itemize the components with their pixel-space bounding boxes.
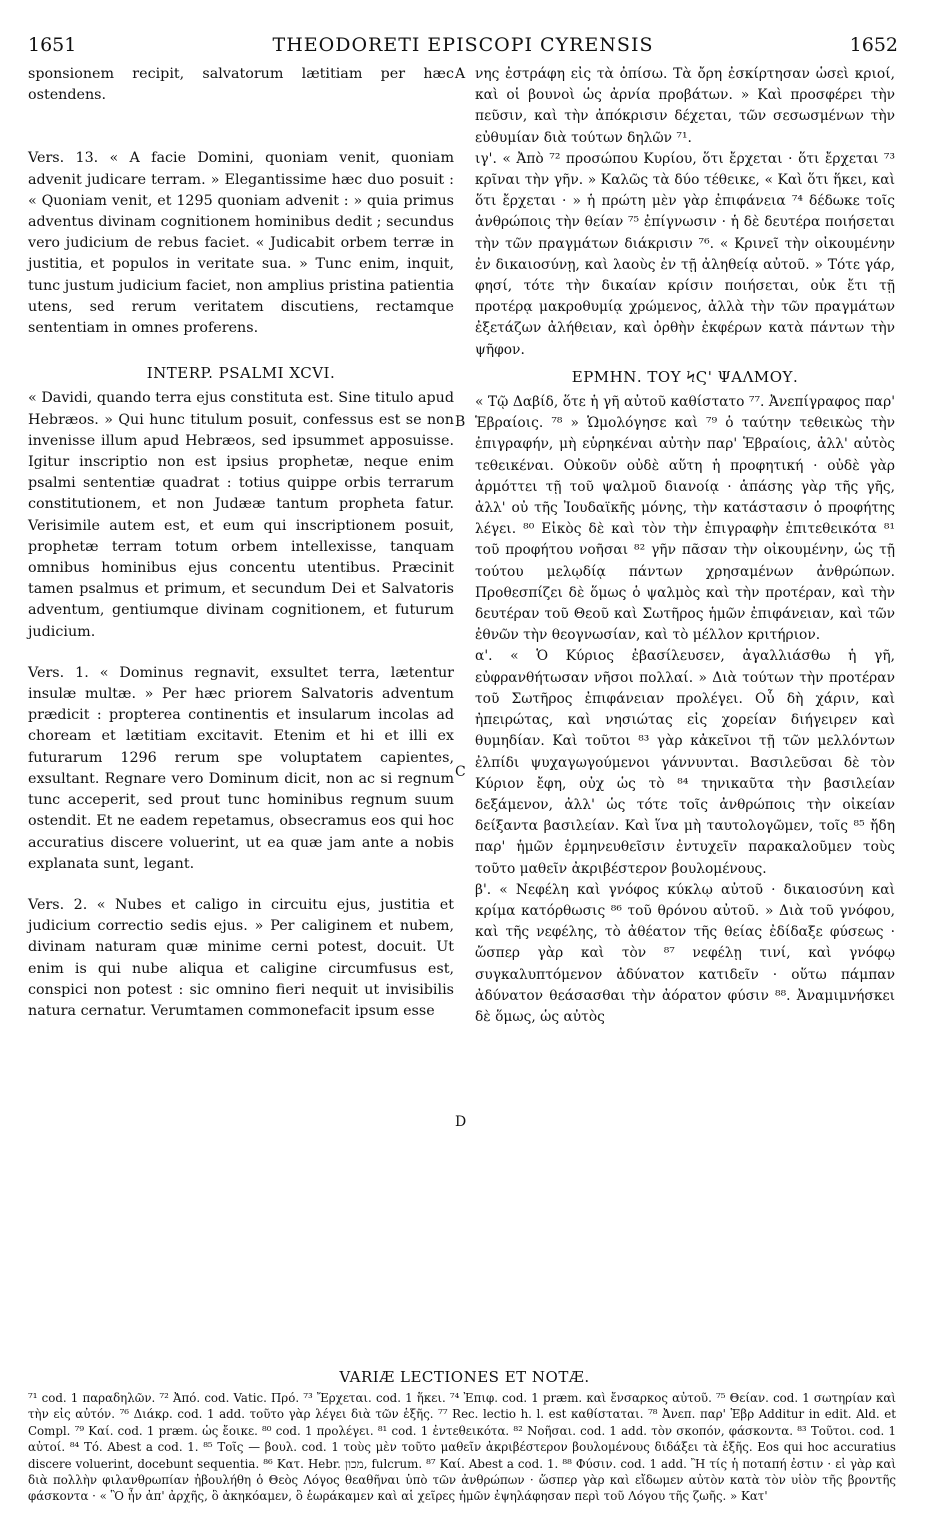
notes-text: ⁷¹ cod. 1 παραδηλῶν. ⁷² Ἀπό. cod. Vatic. Πρό. ⁷³ Ἔρχεται. cod. 1 ἥκει. ⁷⁴ Ἐπιφ. cod. 1 præm. καὶ ἔνσαρκος αὐτοῦ. ⁷⁵ Θείαν. cod. 1 σωτηρίαν καὶ τὴν εἰς αὐτόν. ⁷⁶ Διάκρ. cod. 1 add. τοῦτο γὰρ λέγει διὰ τῶν ἑξῆς. ⁷⁷ Rec. lectio h. l. est καθίσταται. ⁷⁸ Ἀνεπ. παρ' Ἑβρ Additur in edit. Ald. et Compl. ⁷⁹ Καί. cod. 1 præm. ὡς ἔοικε. ⁸⁰ cod. 1 προλέγει. ⁸¹ cod. 1 ἐντεθεικότα. ⁸² Νοῆσαι. cod. 1 add. τὸν σκοπόν, φάσκοντα. ⁸³ Τοῦτοι. cod. 1 αὐτοί. ⁸⁴ Τό. Abest a cod. 1. ⁸⁵ Τοῖς — βουλ. cod. 1 τοὺς μὲν τοῦτο μαθεῖν ἀκριβέστερον βουλομένους διδάξει τὰ ἑξῆς. Eos qui hoc accuratius discere voluerint, docebunt sequentia. ⁸⁶ Κατ. Hebr. מכון, fulcrum. ⁸⁷ Καί. Abest a cod. 1. ⁸⁸ Φύσιν. cod. 1 add. Ἢ τίς ἡ ποταπή ἐστιν · εἰ γὰρ καὶ διὰ πολλὴν φιλανθρωπίαν ἠβουλήθη ὁ Θεὸς Λόγος θεαθῆναι ὑπὸ τῶν ἀνθρώπων · ὥσπερ γὰρ καὶ εἴδωμεν αὐτὸν κατὰ τὸν υἱὸν τῆς βροντῆς φάσκοντα · « Ὃ ἦν ἀπ' ἀρχῆς, ὃ ἀκηκόαμεν, ὃ ἑωράκαμεν καὶ αἱ χεῖρες ἡμῶν ἐψηλάφησαν περὶ τοῦ Λόγου τῆς ζωῆς. » Κατ' xyxy=(28,1391,896,1504)
page-number-left: 1651 xyxy=(28,34,77,56)
greek-heading: ΕΡΜΗΝ. ΤΟΥ ϞϚ' ΨΑΛΜΟΥ. xyxy=(571,367,799,386)
greek-paragraph-4: α'. « Ὁ Κύριος ἐβασίλευσεν, ἀγαλλιάσθω ἡ γῆ, εὐφρανθήτωσαν νῆσοι πολλαί. » Διὰ τούτων τὴν προτέραν τοῦ Σωτῆρος ἐπιφάνειαν προλέγει. Οὗ δὴ χάριν, καὶ ἠπειρώτας, καὶ νησιώτας εἰς χορείαν διήγειρεν καὶ θυμηδίαν. Καὶ τοῦτοι ⁸³ γὰρ κἀκεῖνοι τῇ τῶν μελλόντων ἐλπίδι ψυχαγωγούμενοι γάννυνται. Βασιλεῦσαι δὲ τὸν Κύριον ἔφη, οὐχ ὡς τὸ ⁸⁴ τηνικαῦτα τὴν βασιλείαν δεξάμενον, ἀλλ' ὡς τότε τοῖς ἀνθρώποις τὴν οἰκείαν δείξαντα βασιλείαν. Καὶ ἵνα μὴ ταυτολογῶμεν, τοῖς ⁸⁵ ἤδη παρ' ἡμῶν ἑρμηνευθεῖσιν ἐντυχεῖν παρακαλοῦμεν τοὺς τοῦτο μαθεῖν ἀκριβέστερον βουλομένους. xyxy=(475,648,895,877)
notes-block xyxy=(28,1390,896,1505)
greek-paragraph-5: β'. « Νεφέλη καὶ γνόφος κύκλῳ αὐτοῦ · δικαιοσύνη καὶ κρίμα κατόρθωσις ⁸⁶ τοῦ θρόνου αὐτοῦ. » Διὰ τοῦ γνόφου, καὶ τῆς νεφέλης, τὸ ἀθέατον τῆς θείας ἐδίδαξε φύσεως · ὥσπερ γὰρ καὶ τὸν ⁸⁷ νεφέλῃ τινί, καὶ γνόφῳ συγκαλυπτόμενον ἀδύνατον κατιδεῖν · οὕτω πάμπαν ἀδύνατον θεάσασθαι τὴν ἀόρατον φύσιν ⁸⁸. Ἀναμιμνήσκει δὲ ὅμως, ὡς αὐτὸς xyxy=(475,881,895,1025)
greek-paragraph-2: ιγ'. « Ἀπὸ ⁷² προσώπου Κυρίου, ὅτι ἔρχεται · ὅτι ἔρχεται ⁷³ κρῖναι τὴν γῆν. » Καλῶς τὰ δύο τέθεικε, « Καὶ ὅτι ἥκει, καὶ ὅτι ἔρχεται · » ἡ πρώτη μὲν γὰρ ἐπιφάνεια ⁷⁴ δέδωκε τοῖς ἀνθρώποις τὴν θείαν ⁷⁵ ἐπίγνωσιν · ἡ δὲ δευτέρα ποιήσεται τὴν τῶν πραγμάτων διάκρισιν ⁷⁶. « Κρινεῖ τὴν οἰκουμένην ἐν δικαιοσύνῃ, καὶ λαοὺς ἐν τῇ ἀληθείᾳ αὐτοῦ. » Τότε γάρ, φησί, τότε τὴν δικαίαν κρίσιν ποιήσεται, οὐκ ἔτι τῇ προτέρᾳ μακροθυμίᾳ χρώμενος, ἀλλὰ τὴν τῶν πραγμάτων ἐξετάζων ἀλήθειαν, καὶ ὀρθὴν ἐκφέρων κατὰ πάντων τὴν ψῆφον. xyxy=(475,150,895,358)
margin-marker-d: D xyxy=(455,1114,467,1130)
latin-paragraph-1: sponsionem recipit, salvatorum lætitiam per hæc ostendens. xyxy=(28,66,454,104)
margin-marker-a: A xyxy=(455,66,466,82)
page-header xyxy=(28,34,898,60)
greek-paragraph-3: « Τῷ Δαβίδ, ὅτε ἡ γῆ αὐτοῦ καθίστατο ⁷⁷. Ἀνεπίγραφος παρ' Ἑβραίοις. ⁷⁸ » Ὡμολόγησε καὶ ⁷⁹ ὁ ταύτην τεθεικὼς τὴν ἐπιγραφήν, μὴ εὑρηκέναι αὐτὴν παρ' Ἑβραίοις, ἀλλ' αὐτὸς τεθεικέναι. Οὐκοῦν οὐδὲ αὕτη ἡ προφητική · οὐδὲ γὰρ ἁρμόττει τῇ τοῦ ψαλμοῦ διανοίᾳ · ἁπάσης γὰρ τῆς γῆς, ἀλλ' οὐ τῆς Ἰουδαϊκῆς μόνης, τὴν κατάστασιν ὁ προφήτης λέγει. ⁸⁰ Εἰκὸς δὲ καὶ τὸν τὴν ἐπιγραφὴν ἐπιτεθεικότα ⁸¹ τοῦ προφήτου νοῆσαι ⁸² γῆν πᾶσαν τὴν οἰκουμένην, ὡς τῇ τούτου μελῳδίᾳ πάντων χρησαμένων ἀνθρώπων. Προθεσπίζει δὲ ὅμως ὁ ψαλμὸς καὶ τὴν προτέραν, καὶ τὴν δευτέραν τοῦ Θεοῦ καὶ Σωτῆρος ἡμῶν ἐπιφάνειαν, καὶ τῶν ἐθνῶν τὴν θεογνωσίαν, καὶ τὸ μέλλον κριτήριον. xyxy=(475,394,895,644)
latin-paragraph-5: Vers. 2. « Nubes et caligo in circuitu ejus, justitia et judicium correctio sedis ejus. » Per caliginem et nubem, divinam naturam quæ minime cerni potest, docuit. Ut enim is qui nube aliqua et caligine circumfusus est, conspici non potest : sic omnino fieri nequit ut invisibilis natura cernatur. Verumtamen commonefacit ipsum esse xyxy=(28,896,454,1019)
page-number-right: 1652 xyxy=(849,34,898,56)
latin-paragraph-3: « Davidi, quando terra ejus constituta est. Sine titulo apud Hebræos. » Qui hunc titulum posuit, confessus est se non invenisse illum apud Hebræos, sed ipsummet apposuisse. Igitur inscriptio non est ipsius prophetæ, neque enim psalmi sententiæ quadrat : totius quippe orbis terrarum constitutionem, et non Judææ tantum propheta fatur. Verisimile autem est, et eum qui inscriptionem posuit, prophetæ terram totum orbem intellexisse, tanquam omnibus hominibus ejus concentu utentibus. Præcinit tamen psalmus et primum, et secundum Dei et Salvatoris adventum, gentiumque divinam cognitionem, et futurum judicium. xyxy=(28,390,454,640)
greek-column xyxy=(475,64,895,1028)
latin-paragraph-2: Vers. 13. « A facie Domini, quoniam venit, quoniam advenit judicare terram. » Elegantissime hæc duo posuit : « Quoniam venit, et 1295 quoniam advenit : » quia primus adventus divinam cognitionem hominibus dedit ; secundus vero judicium de rebus faciet. « Judicabit orbem terræ in justitia, et populos in veritate sua. » Tunc enim, inquit, tunc justum judicium faciet, non amplius pristina patientia utens, sed rerum veritatem discutiens, rectamque sententiam in omnes proferens. xyxy=(28,150,454,337)
margin-marker-c: C xyxy=(455,764,466,780)
margin-marker-b: B xyxy=(455,414,466,430)
greek-paragraph-1: νης ἐστράφη εἰς τὰ ὀπίσω. Τὰ ὄρη ἐσκίρτησαν ὡσεὶ κριοί, καὶ οἱ βουνοὶ ὡς ἀρνία προβάτων. » Καὶ προσφέρει τὴν πεῦσιν, καὶ τὴν ἀπόκρισιν δέχεται, τῶν σεσωσμένων τὴν εὐθυμίαν διὰ τούτων δηλῶν ⁷¹. xyxy=(475,66,895,146)
running-title: THEODORETI EPISCOPI CYRENSIS xyxy=(272,34,654,56)
latin-column xyxy=(28,64,454,1022)
notes-title: VARIÆ LECTIONES ET NOTÆ. xyxy=(339,1368,590,1386)
latin-heading: INTERP. PSALMI XCVI. xyxy=(146,364,336,383)
latin-paragraph-4: Vers. 1. « Dominus regnavit, exsultet terra, lætentur insulæ multæ. » Per hæc priorem Salvatoris adventum prædicit : propterea continentis et insularum incolas ad choream et lætitiam excitavit. Etenim et hi et illi ex futurarum 1296 rerum spe voluptatem capientes, exsultant. Regnare vero Dominum dicit, non ac si regnum tunc acceperit, sed prout tunc hominibus regnum suum ostendit. Et ne eadem repetamus, obsecramus eos qui hoc accuratius discere voluerint, ut ea quæ jam ante a nobis explanata sunt, legant. xyxy=(28,664,454,872)
